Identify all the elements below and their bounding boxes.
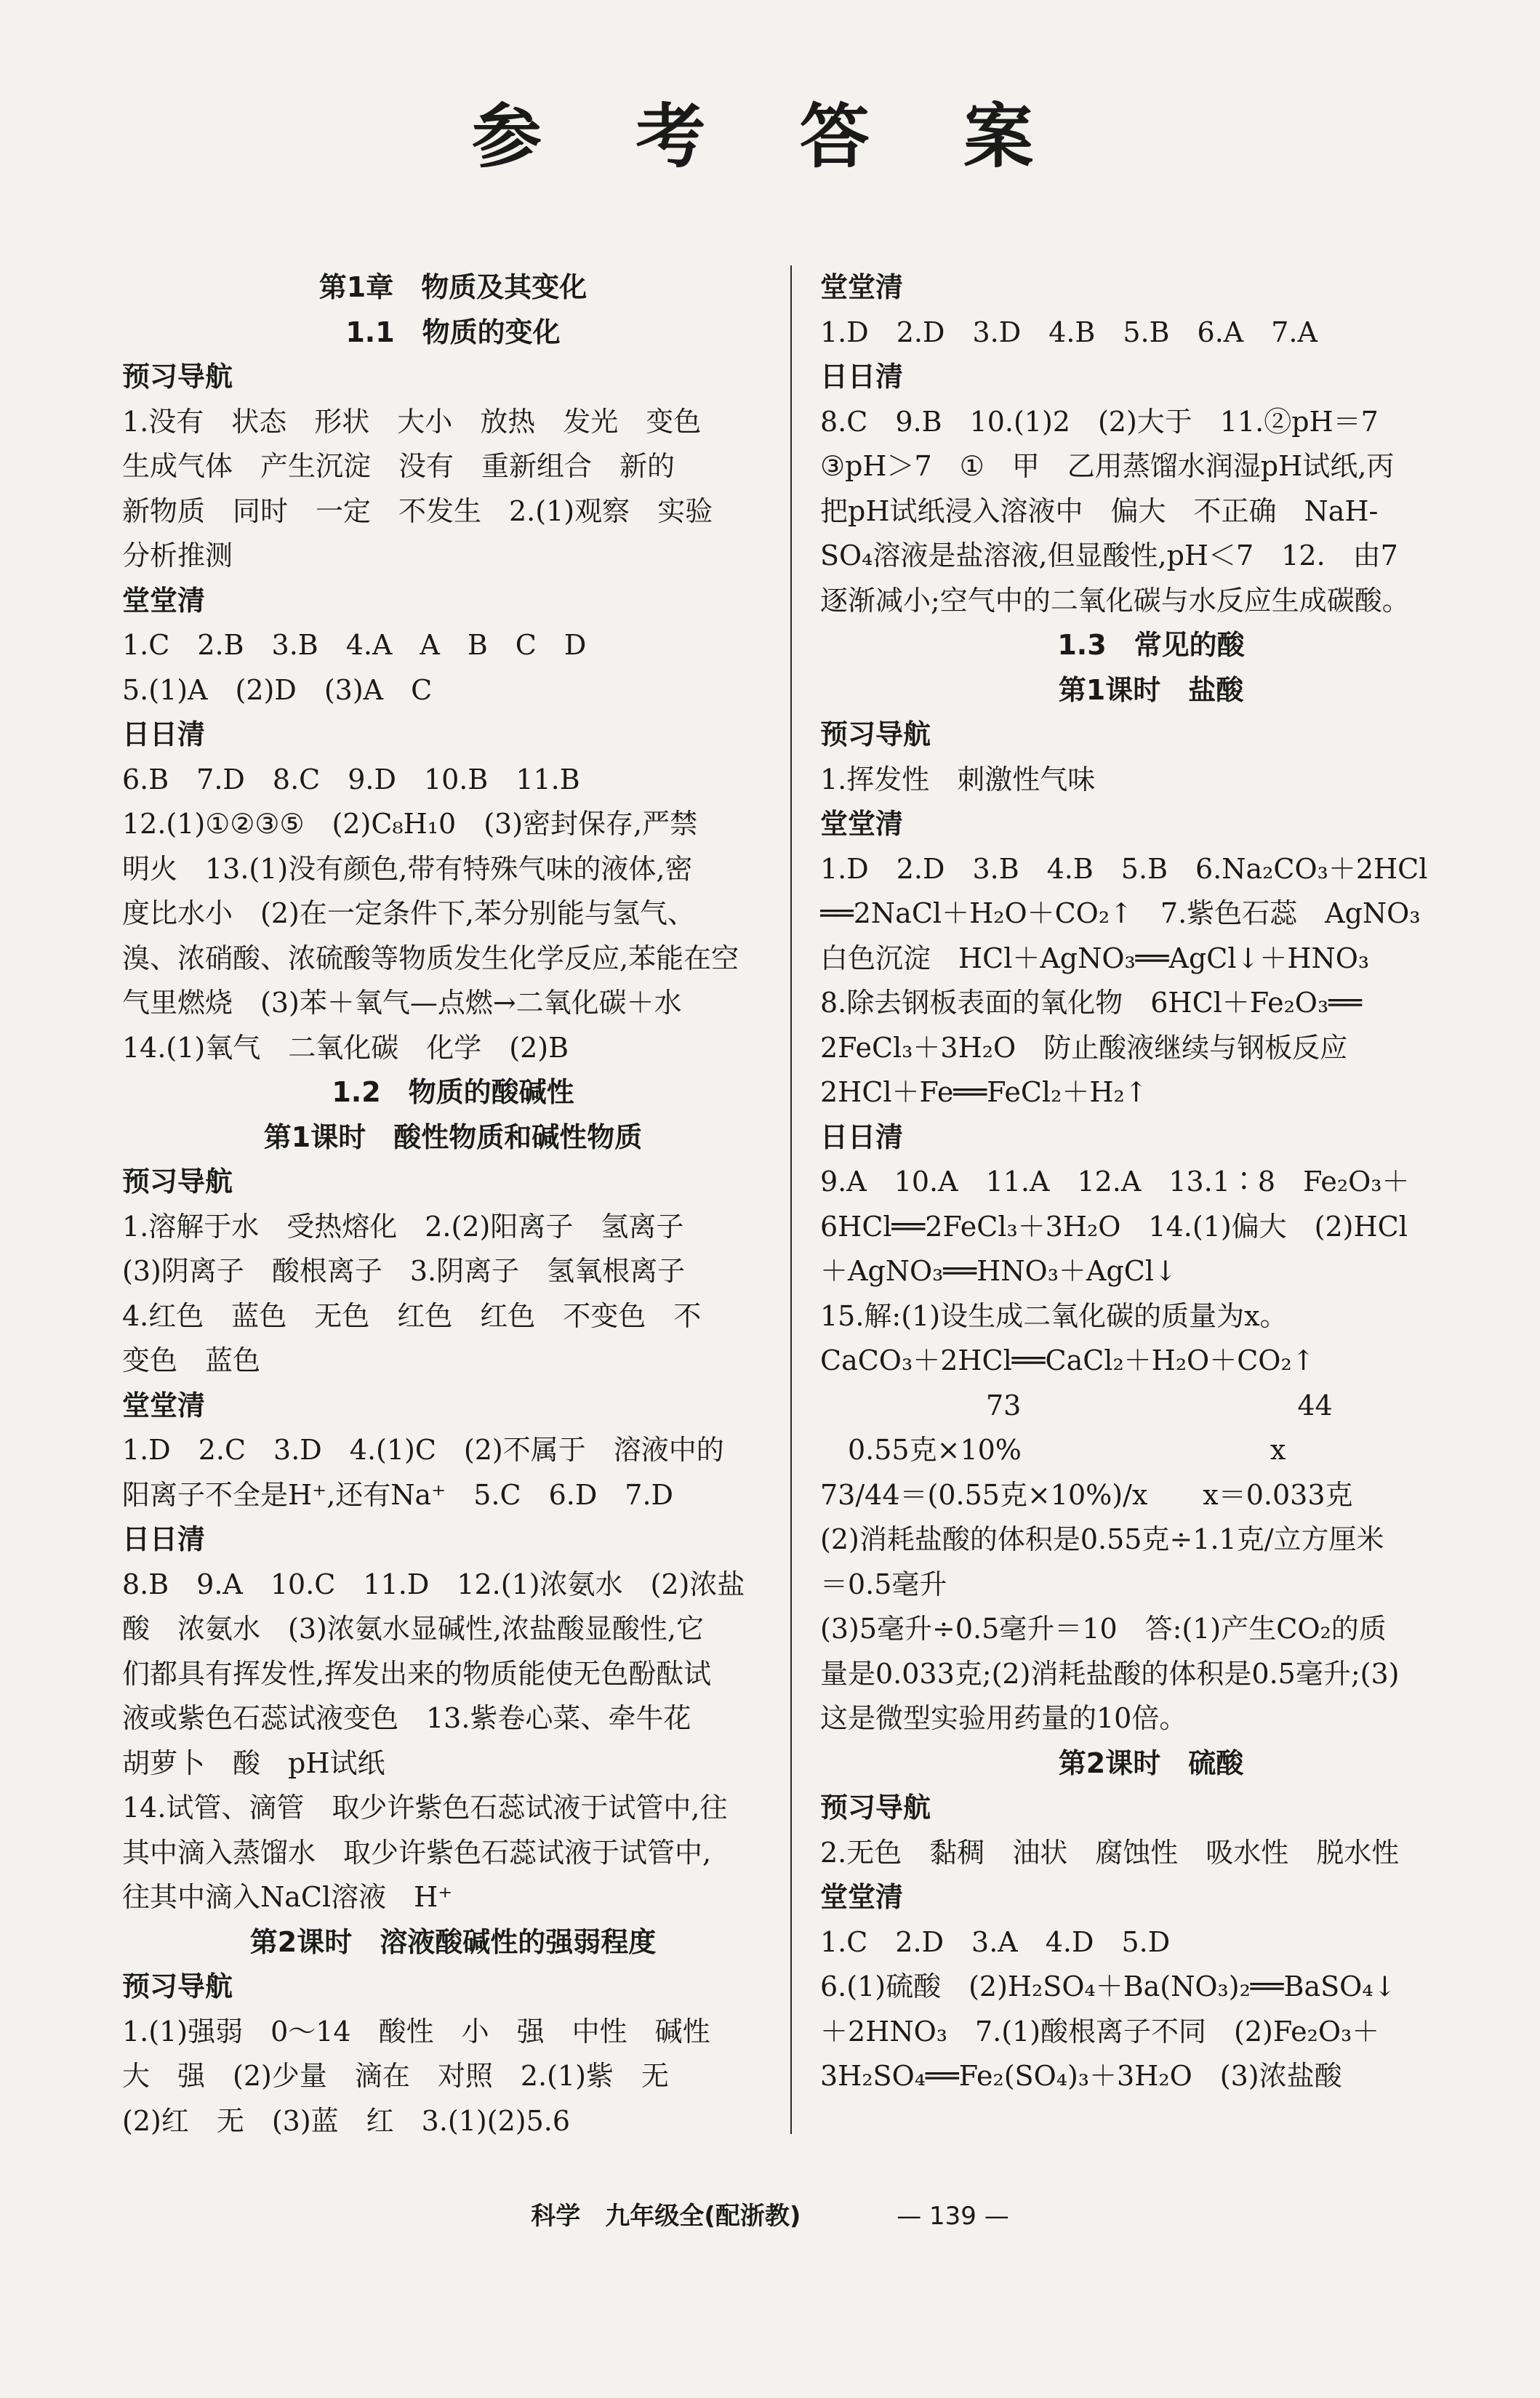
answer-line: 溴、浓硝酸、浓硫酸等物质发生化学反应,苯能在空 <box>122 942 739 974</box>
answer-line: 14.试管、滴管 取少许紫色石蕊试液于试管中,往 <box>122 1792 728 1824</box>
section-heading: 堂堂清 <box>820 808 904 840</box>
section-heading: 预习导航 <box>820 718 931 750</box>
answer-line: (3)阴离子 酸根离子 3.阴离子 氢氧根离子 <box>122 1255 686 1287</box>
answer-line: ③pH＞7 ① 甲 乙用蒸馏水润湿pH试纸,丙 <box>820 450 1395 482</box>
answer-line: 0.55克×10% x <box>820 1434 1286 1466</box>
answer-line: 胡萝卜 酸 pH试纸 <box>122 1747 385 1779</box>
answer-line: ＝0.5毫升 <box>820 1568 947 1600</box>
answer-line: 度比水小 (2)在一定条件下,苯分别能与氢气、 <box>122 897 695 929</box>
answer-line: 往其中滴入NaCl溶液 H⁺ <box>122 1881 453 1913</box>
answer-line: 73/44＝(0.55克×10%)/x x＝0.033克 <box>820 1478 1353 1511</box>
section-heading: 堂堂清 <box>122 1389 206 1421</box>
answer-line: 分析推测 <box>122 540 233 572</box>
answer-line: 变色 蓝色 <box>122 1344 261 1376</box>
answer-line: 8.除去钢板表面的氧化物 6HCl＋Fe₂O₃══ <box>820 987 1362 1019</box>
section-heading: 堂堂清 <box>122 584 206 617</box>
answer-line: 8.C 9.B 10.(1)2 (2)大于 11.②pH＝7 <box>820 405 1379 438</box>
answer-line: 4.红色 蓝色 无色 红色 红色 不变色 不 <box>122 1299 702 1332</box>
answer-line: 8.B 9.A 10.C 11.D 12.(1)浓氨水 (2)浓盐 <box>122 1568 745 1600</box>
answer-line: 酸 浓氨水 (3)浓氨水显碱性,浓盐酸显酸性,它 <box>122 1613 704 1645</box>
section-heading: 第1章 物质及其变化 <box>318 271 587 303</box>
answer-line: 这是微型实验用药量的10倍。 <box>820 1702 1187 1734</box>
answer-line: ＋2HNO₃ 7.(1)酸根离子不同 (2)Fe₂O₃＋ <box>820 2015 1380 2048</box>
page-title: 参 考 答 案 <box>471 96 1069 177</box>
section-heading: 日日清 <box>122 718 206 750</box>
answer-line: 1.没有 状态 形状 大小 放热 发光 变色 <box>122 405 702 438</box>
answer-line: 阳离子不全是H⁺,还有Na⁺ 5.C 6.D 7.D <box>122 1478 674 1511</box>
answer-line: 73 44 <box>820 1389 1333 1421</box>
section-heading: 日日清 <box>820 1120 904 1153</box>
answer-line: 1.D 2.C 3.D 4.(1)C (2)不属于 溶液中的 <box>122 1434 724 1466</box>
answer-line: 2FeCl₃＋3H₂O 防止酸液继续与钢板反应 <box>820 1031 1348 1064</box>
answer-line: 其中滴入蒸馏水 取少许紫色石蕊试液于试管中, <box>122 1836 712 1869</box>
answer-line: 12.(1)①②③⑤ (2)C₈H₁0 (3)密封保存,严禁 <box>122 808 698 840</box>
section-heading: 日日清 <box>820 361 904 393</box>
answer-line: 明火 13.(1)没有颜色,带有特殊气味的液体,密 <box>122 852 693 885</box>
answer-line: ＋AgNO₃══HNO₃＋AgCl↓ <box>820 1255 1177 1287</box>
section-heading: 第2课时 溶液酸碱性的强弱程度 <box>249 1925 657 1958</box>
section-heading: 日日清 <box>122 1523 206 1555</box>
answer-line: 把pH试纸浸入溶液中 偏大 不正确 NaH- <box>820 494 1379 527</box>
answer-line: (3)5毫升÷0.5毫升＝10 答:(1)产生CO₂的质 <box>820 1613 1387 1645</box>
answer-line: 1.D 2.D 3.B 4.B 5.B 6.Na₂CO₃＋2HCl <box>820 852 1428 885</box>
answer-line: SO₄溶液是盐溶液,但显酸性,pH＜7 12. 由7 <box>820 540 1398 572</box>
answer-line: 9.A 10.A 11.A 12.A 13.1∶8 Fe₂O₃＋ <box>820 1166 1410 1198</box>
section-heading: 1.2 物质的酸碱性 <box>332 1076 574 1108</box>
section-heading: 第1课时 盐酸 <box>1058 673 1244 706</box>
answer-line: ══2NaCl＋H₂O＋CO₂↑ 7.紫色石蕊 AgNO₃ <box>820 897 1421 929</box>
answer-line: (2)消耗盐酸的体积是0.55克÷1.1克/立方厘米 <box>820 1523 1384 1555</box>
section-heading: 1.3 常见的酸 <box>1057 629 1245 661</box>
answer-line: 大 强 (2)少量 滴在 对照 2.(1)紫 无 <box>122 2060 669 2092</box>
answer-line: 气里燃烧 (3)苯＋氧气—点燃→二氧化碳＋水 <box>122 987 682 1019</box>
answer-line: 量是0.033克;(2)消耗盐酸的体积是0.5毫升;(3) <box>820 1657 1400 1690</box>
answer-line: 5.(1)A (2)D (3)A C <box>122 673 433 706</box>
section-heading: 预习导航 <box>122 361 233 393</box>
section-heading: 堂堂清 <box>820 1881 904 1913</box>
answer-line: 生成气体 产生沉淀 没有 重新组合 新的 <box>122 450 675 482</box>
footer-page-number: — 139 — <box>897 2202 1009 2231</box>
answer-line: 1.C 2.D 3.A 4.D 5.D <box>820 1925 1171 1958</box>
section-heading: 第2课时 硫酸 <box>1058 1747 1244 1779</box>
column-divider <box>790 265 792 2134</box>
answer-line: 液或紫色石蕊试液变色 13.紫卷心菜、牵牛花 <box>122 1702 691 1734</box>
section-heading: 预习导航 <box>122 1166 233 1198</box>
right-column <box>820 265 1482 2099</box>
section-heading: 堂堂清 <box>820 271 904 303</box>
answer-line: 1.溶解于水 受热熔化 2.(2)阳离子 氢离子 <box>122 1210 684 1243</box>
answer-line: 6.B 7.D 8.C 9.D 10.B 11.B <box>122 763 580 795</box>
footer-subject: 科学 九年级全(配浙教) <box>531 2202 801 2231</box>
answer-line: 1.挥发性 刺激性气味 <box>820 763 1096 795</box>
answer-line: 1.C 2.B 3.B 4.A A B C D <box>122 629 587 661</box>
answer-line: 6.(1)硫酸 (2)H₂SO₄＋Ba(NO₃)₂══BaSO₄↓ <box>820 1970 1397 2002</box>
answer-line: 3H₂SO₄══Fe₂(SO₄)₃＋3H₂O (3)浓盐酸 <box>820 2060 1342 2092</box>
answer-line: 2.无色 黏稠 油状 腐蚀性 吸水性 脱水性 <box>820 1836 1400 1869</box>
section-heading: 预习导航 <box>122 1970 233 2002</box>
page-footer <box>0 2196 1540 2231</box>
section-heading: 第1课时 酸性物质和碱性物质 <box>263 1120 643 1153</box>
answer-line: CaCO₃＋2HCl══CaCl₂＋H₂O＋CO₂↑ <box>820 1344 1315 1376</box>
answer-line: 15.解:(1)设生成二氧化碳的质量为x。 <box>820 1299 1288 1332</box>
left-column <box>122 265 784 2144</box>
answer-line: 2HCl＋Fe══FeCl₂＋H₂↑ <box>820 1076 1148 1108</box>
section-heading: 预习导航 <box>820 1792 931 1824</box>
answer-line: 1.(1)强弱 0～14 酸性 小 强 中性 碱性 <box>122 2015 710 2048</box>
answer-line: 6HCl══2FeCl₃＋3H₂O 14.(1)偏大 (2)HCl <box>820 1210 1408 1243</box>
answer-line: 新物质 同时 一定 不发生 2.(1)观察 实验 <box>122 494 713 527</box>
section-heading: 1.1 物质的变化 <box>345 316 561 348</box>
answer-line: 1.D 2.D 3.D 4.B 5.B 6.A 7.A <box>820 316 1318 348</box>
answer-line: 14.(1)氧气 二氧化碳 化学 (2)B <box>122 1031 569 1064</box>
answer-line: (2)红 无 (3)蓝 红 3.(1)(2)5.6 <box>122 2104 570 2137</box>
answer-line: 白色沉淀 HCl＋AgNO₃══AgCl↓＋HNO₃ <box>820 942 1370 974</box>
answer-line: 逐渐减小;空气中的二氧化碳与水反应生成碳酸。 <box>820 584 1410 617</box>
answer-line: 们都具有挥发性,挥发出来的物质能使无色酚酞试 <box>122 1657 712 1690</box>
